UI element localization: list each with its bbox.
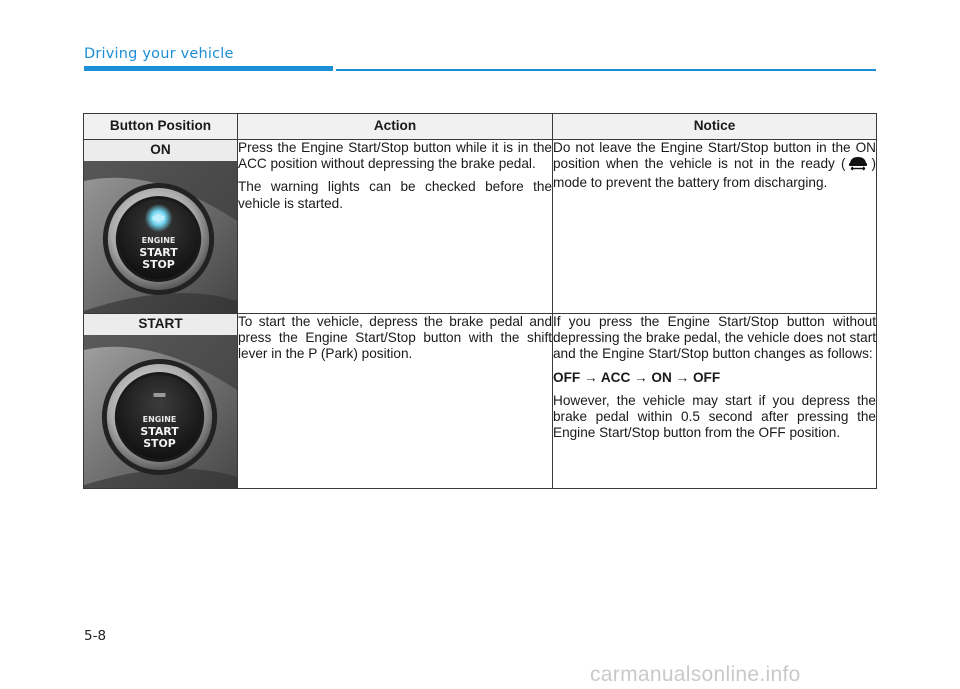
button-text-engine-start: ENGINE: [142, 414, 177, 425]
button-text-stop-start: STOP: [143, 436, 176, 451]
button-text-start-on: START: [139, 245, 178, 260]
position-label-start: START: [84, 314, 237, 335]
table-row-start: [84, 314, 877, 489]
position-cell-start: [84, 314, 238, 489]
action-on-paragraph-1: Press the Engine Start/Stop button while it is in the ACC position without depressing the brake pedal.: [238, 140, 552, 172]
notice-on-paragraph: [553, 140, 876, 192]
notice-start-paragraph-1: If you press the Engine Start/Stop button without depressing the brake pedal, the vehicle does not start and the Engine Start/Stop button changes as follows:: [553, 314, 876, 362]
engine-start-button-start-image: [84, 335, 237, 488]
notice-start-paragraph-3: However, the vehicle may start if you depress the brake pedal within 0.5 second after pressing the Engine Start/Stop button from the OFF position.: [553, 392, 876, 441]
notice-on-text-after: ) mode to prevent the battery from discharging.: [553, 156, 876, 191]
action-cell-on: [238, 140, 553, 314]
button-text-stop-on: STOP: [142, 257, 175, 272]
notice-on-text-before: Do not leave the Engine Start/Stop button in the ON position when the vehicle is not in the ready (: [553, 140, 876, 172]
column-header-notice: Notice: [553, 114, 877, 140]
watermark: carmanualsonline.info: [590, 663, 801, 686]
table-row-on: [84, 140, 877, 314]
column-header-button-position: Button Position: [84, 114, 238, 140]
header-rule-thin: [336, 69, 876, 71]
action-start-paragraph-1: To start the vehicle, depress the brake pedal and press the Engine Start/Stop button with the shift lever in the P (Park) position.: [238, 314, 552, 362]
ready-car-icon: [847, 156, 869, 175]
table-header-row: [84, 114, 877, 140]
action-cell-start: [238, 314, 553, 489]
engine-start-button-on-image: [84, 161, 237, 313]
page-number: 5-8: [84, 628, 107, 644]
section-title: Driving your vehicle: [84, 46, 234, 62]
column-header-action: Action: [238, 114, 553, 140]
position-cell-on: [84, 140, 238, 314]
state-sequence: OFF → ACC → ON → OFF: [553, 369, 721, 385]
button-text-engine-on: ENGINE: [141, 235, 176, 246]
button-position-table: [83, 113, 877, 489]
notice-cell-start: [553, 314, 877, 489]
button-text-start-start: START: [140, 424, 179, 439]
action-on-paragraph-2: The warning lights can be checked before the vehicle is started.: [238, 179, 552, 211]
position-label-on: ON: [84, 140, 237, 161]
header-rule-thick: [84, 66, 333, 71]
notice-cell-on: [553, 140, 877, 314]
